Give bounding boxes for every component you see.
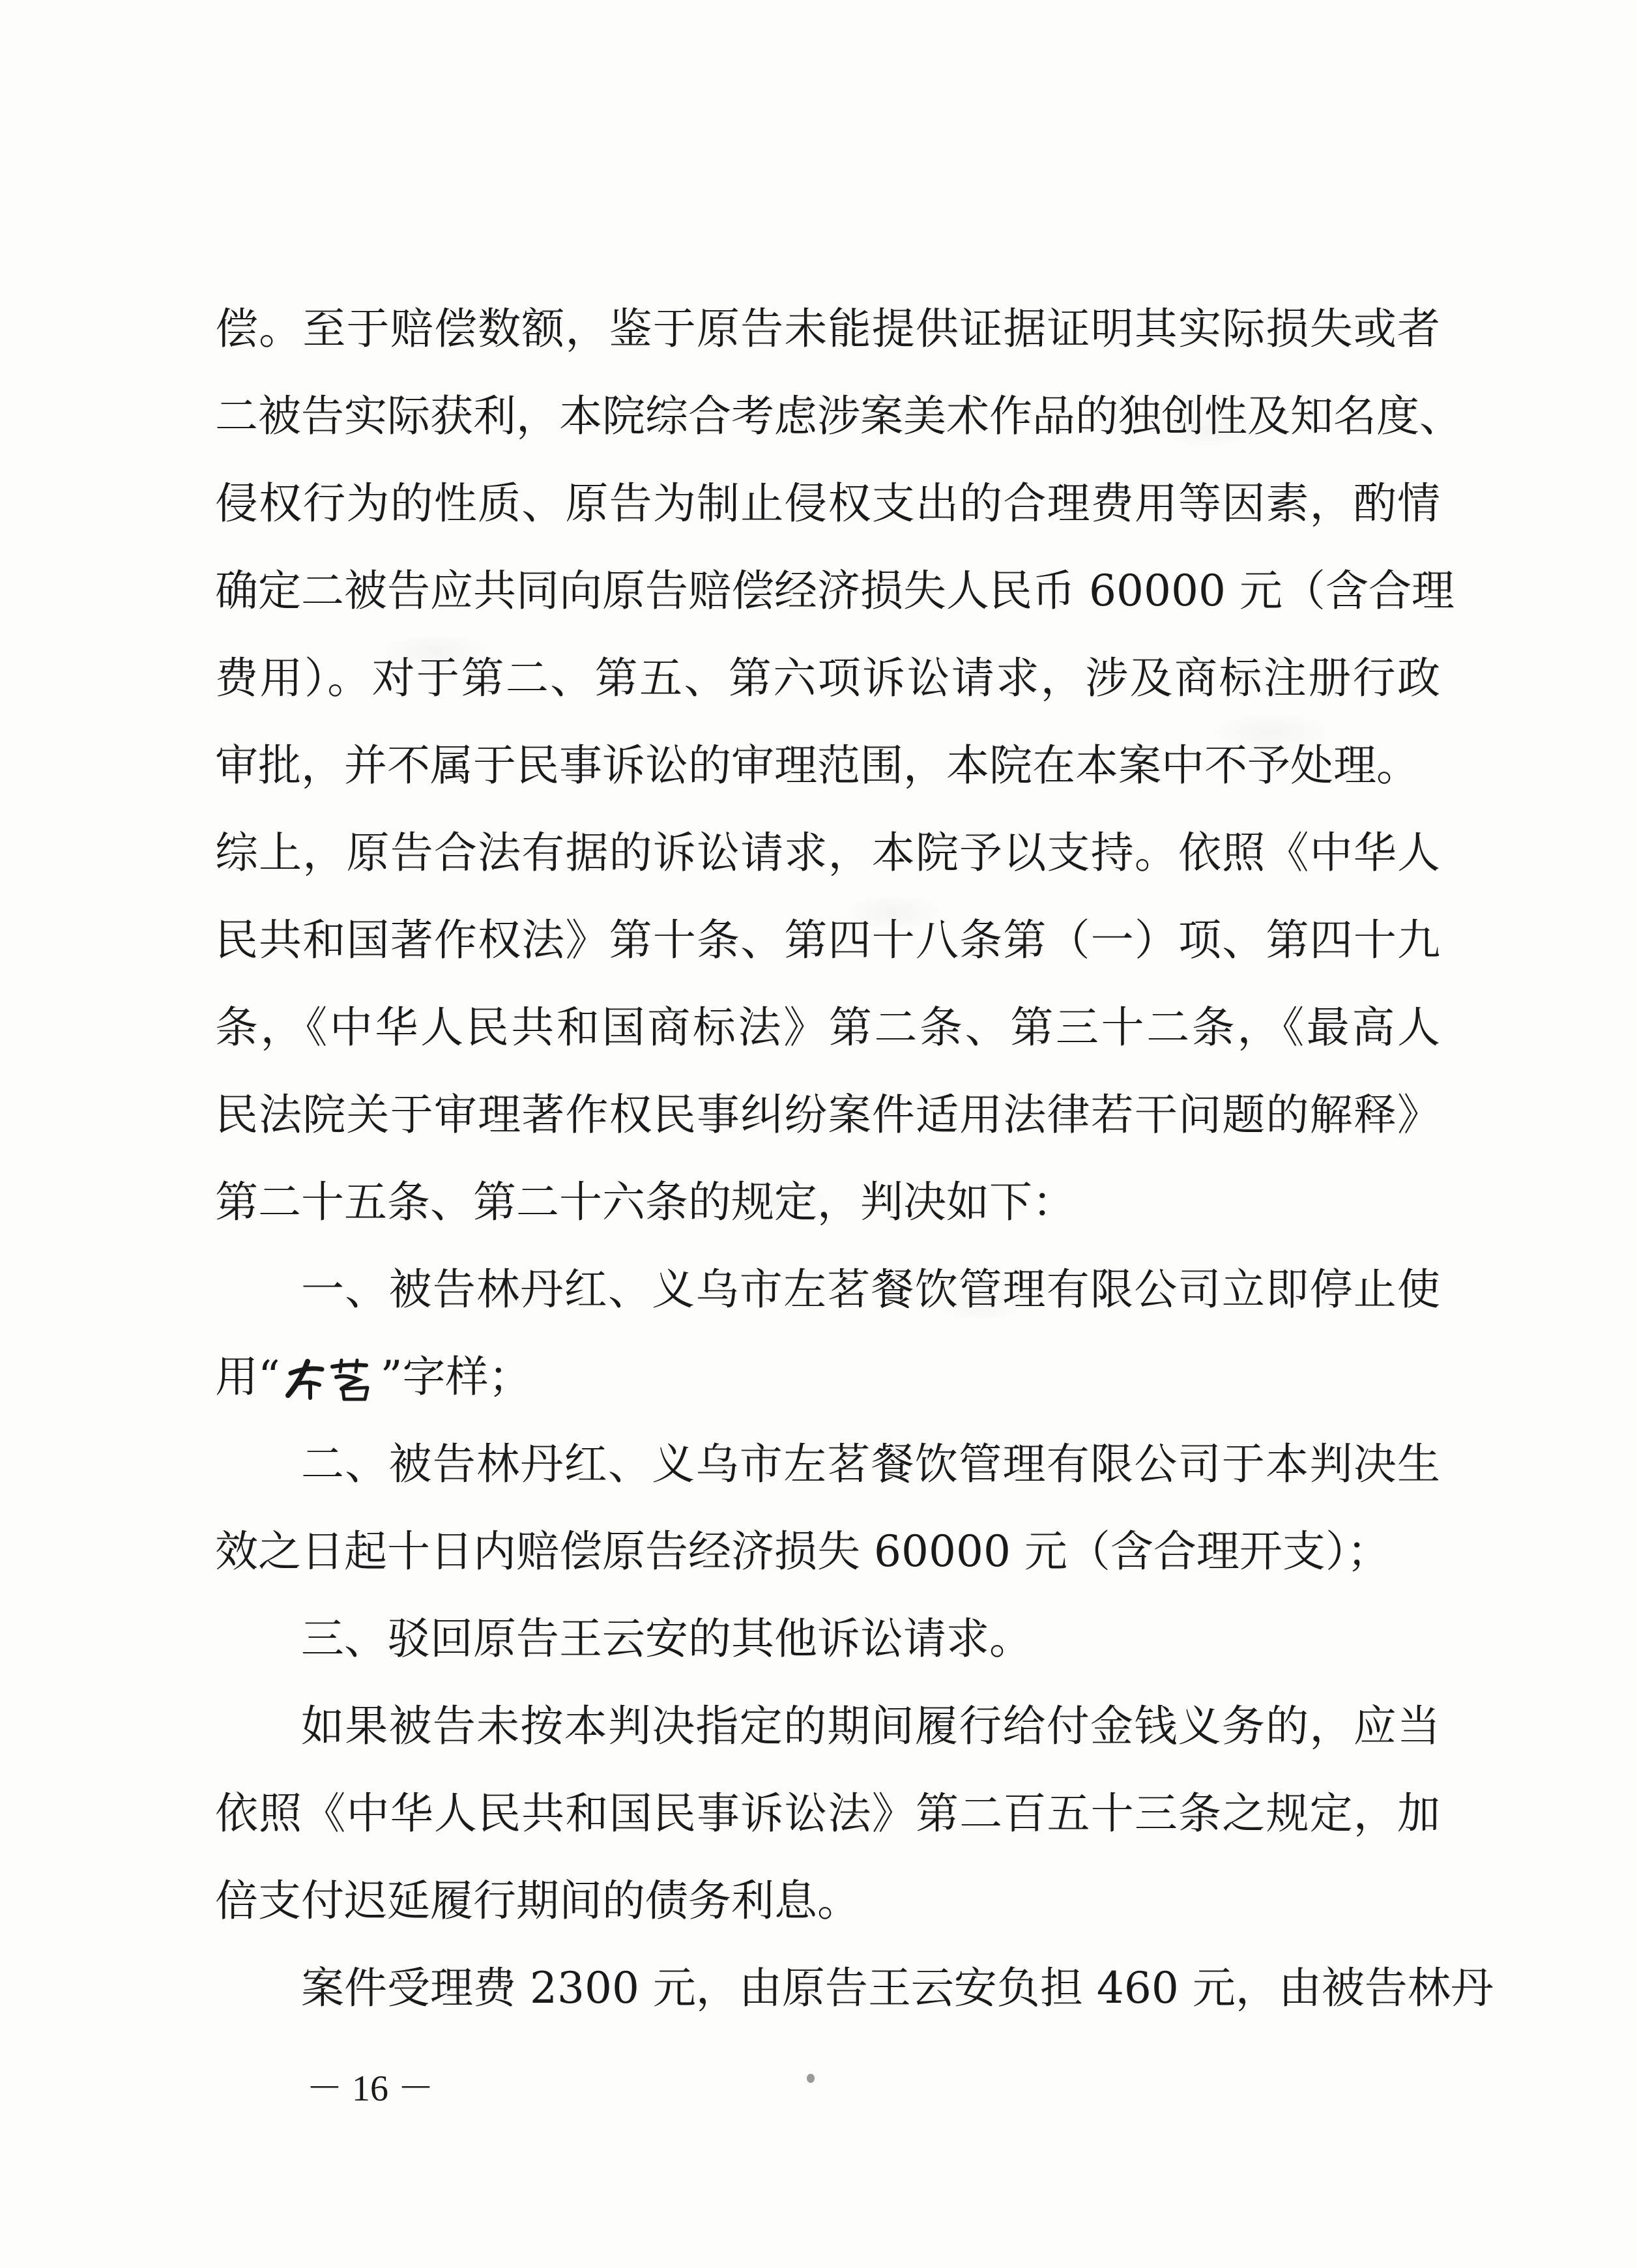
text-line: 如果被告未按本判决指定的期间履行给付金钱义务的，应当 [301, 1701, 1440, 1751]
text-line: 确定二被告应共同向原告赔偿经济损失人民币 60000 元（含合理 [215, 566, 1455, 616]
text-line: 依照《中华人民共和国民事诉讼法》第二百五十三条之规定，加 [215, 1788, 1440, 1839]
judgment-item-2-continued: 效之日起十日内赔偿原告经济损失 60000 元（含合理开支）； [215, 1526, 1390, 1577]
judgment-item-1-continued [215, 1333, 1440, 1421]
text-line: 第二十五条、第二十六条的规定，判决如下： [215, 1177, 1075, 1227]
court-fee-line: 案件受理费 2300 元，由原告王云安负担 460 元，由被告林丹 [301, 1963, 1494, 2013]
text-line: 偿。至于赔偿数额，鉴于原告未能提供证据证明其实际损失或者 [215, 304, 1440, 354]
text-line: 侵权行为的性质、原告为制止侵权支出的合理费用等因素，酌情 [215, 478, 1440, 529]
text-line: 民法院关于审理著作权民事纠纷案件适用法律若干问题的解释》 [215, 1090, 1440, 1140]
judgment-item-1: 一、被告林丹红、义乌市左茗餐饮管理有限公司立即停止使 [301, 1264, 1440, 1315]
text-line: 倍支付迟延履行期间的债务利息。 [215, 1876, 860, 1926]
text-line: 民共和国著作权法》第十条、第四十八条第（一）项、第四十九 [215, 915, 1440, 965]
page-number: － 16 － [306, 2069, 434, 2109]
judgment-body-text [215, 285, 1494, 2032]
text-line: 费用）。对于第二、第五、第六项诉讼请求，涉及商标注册行政 [215, 653, 1440, 703]
text-line: 综上，原告合法有据的诉讼请求，本院予以支持。依照《中华人 [215, 828, 1440, 878]
judgment-item-2: 二、被告林丹红、义乌市左茗餐饮管理有限公司于本判决生 [301, 1439, 1440, 1489]
quote-suffix: ”字样； [380, 1352, 532, 1402]
zuoming-calligraphy-logo [282, 1358, 379, 1403]
scan-speck [807, 2074, 815, 2083]
text-line: 二被告实际获利，本院综合考虑涉案美术作品的独创性及知名度、 [215, 391, 1462, 441]
text-line: 条，《中华人民共和国商标法》第二条、第三十二条，《最高人 [215, 1002, 1440, 1053]
judgment-item-3: 三、驳回原告王云安的其他诉讼请求。 [301, 1614, 1032, 1664]
quote-prefix: 用“ [215, 1352, 280, 1402]
text-line: 审批，并不属于民事诉讼的审理范围，本院在本案中不予处理。 [215, 740, 1419, 791]
